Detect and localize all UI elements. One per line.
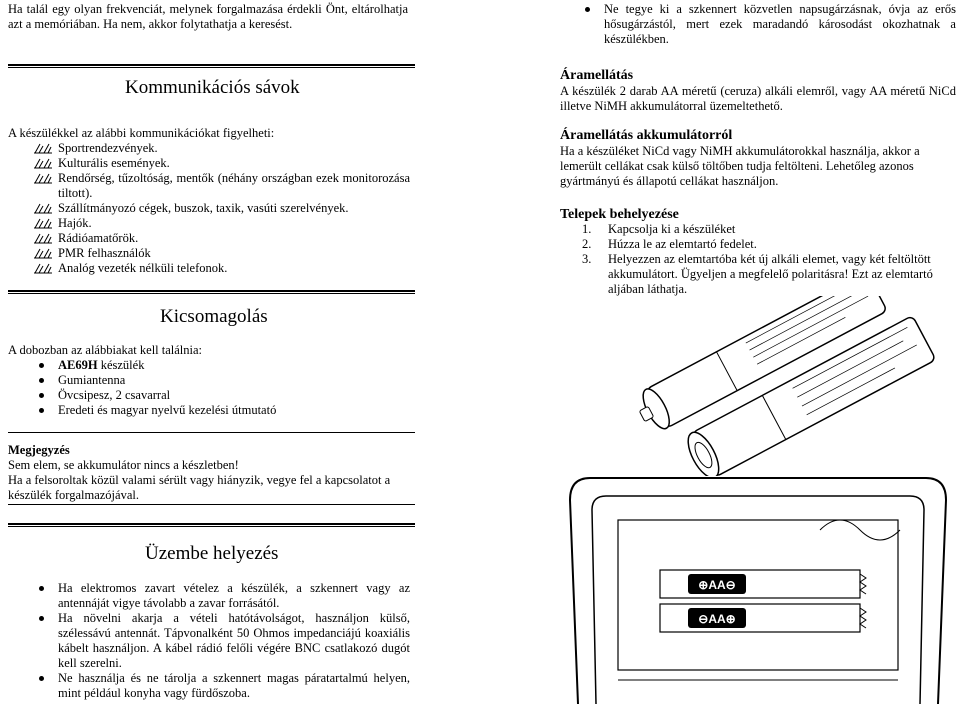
battery-compartment-illustration <box>560 470 956 704</box>
list-item: Sportrendezvények. <box>34 141 410 156</box>
antenna-bullet-icon <box>34 158 52 169</box>
list-item: Ha elektromos zavart vételez a készülék, a szkennert vagy az antennáját vigye távolabb a zavar forrásától. <box>36 581 410 611</box>
list-item: Rendőrség, tűzoltóság, mentők (néhány országban ezek monitorozása tiltott). <box>34 171 410 201</box>
section-title-unpacking: Kicsomagolás <box>160 306 268 327</box>
note-divider <box>8 432 415 433</box>
list-item: Ne tegye ki a szkennert közvetlen napsugárzásnak, óvja az erős hősugárzástól, mert ezek maradandó károsodást okozhatnak a készülékben. <box>582 2 956 47</box>
list-item: Szállítmányozó cégek, buszok, taxik, vasúti szerelvények. <box>34 201 410 216</box>
list-item: Ne használja és ne tárolja a szkennert magas páratartalmú helyen, mint például konyha vagy fürdőszoba. <box>36 671 410 701</box>
power-title: Áramellátás <box>560 68 634 83</box>
note-line: Sem elem, se akkumulátor nincs a készletben! <box>8 458 239 472</box>
list-item: Eredeti és magyar nyelvű kezelési útmutató <box>36 403 396 418</box>
bullet-icon <box>585 7 590 12</box>
bullet-icon <box>39 616 44 621</box>
step-item: 3. Helyezzen az elemtartóba két új alkáli elemet, vagy két feltöltött akkumulátort. Ügyeljen a megfelelő polaritásra! Ezt az elemtartó aljában láthatja. <box>582 252 933 296</box>
list-item: Gumiantenna <box>36 373 396 388</box>
section-title-operation: Üzembe helyezés <box>145 543 279 564</box>
batteries-illustration <box>620 296 940 476</box>
unpacking-intro: A dobozban az alábbiakat kell találnia: <box>8 343 203 357</box>
list-item: Analóg vezeték nélküli telefonok. <box>34 261 410 276</box>
antenna-bullet-icon <box>34 218 52 229</box>
step-item: 1. Kapcsolja ki a készüléket <box>582 222 736 236</box>
package-contents-list <box>36 358 396 418</box>
list-item: Kulturális események. <box>34 156 410 171</box>
compartment-label: ⊖AA⊕ <box>698 612 736 626</box>
antenna-bullet-icon <box>34 173 52 184</box>
bullet-icon <box>39 586 44 591</box>
section-title-communication: Kommunikációs sávok <box>125 77 300 98</box>
antenna-bullet-icon <box>34 143 52 154</box>
battery-steps <box>582 222 952 297</box>
intro-paragraph: Ha talál egy olyan frekvenciát, melynek forgalmazása érdekli Önt, eltárolhatja azt a memóriában. Ha nem, akkor folytathatja a keresést. <box>8 2 408 31</box>
bullet-icon <box>39 676 44 681</box>
step-item: 2. Húzza le az elemtartó fedelet. <box>582 237 757 251</box>
accumulator-title: Áramellátás akkumulátorról <box>560 128 733 143</box>
bullet-icon <box>39 378 44 383</box>
note-divider <box>8 504 415 505</box>
section-divider <box>8 290 415 294</box>
list-item: PMR felhasználók <box>34 246 410 261</box>
section-divider <box>8 523 415 527</box>
operation-list <box>36 581 410 701</box>
antenna-bullet-icon <box>34 203 52 214</box>
battery-insert-title: Telepek behelyezése <box>560 207 679 222</box>
warning-list <box>582 2 956 47</box>
antenna-bullet-icon <box>34 233 52 244</box>
compartment-label: ⊕AA⊖ <box>698 578 736 592</box>
list-item: Övcsipesz, 2 csavarral <box>36 388 396 403</box>
antenna-bullet-icon <box>34 248 52 259</box>
list-item: Rádióamatőrök. <box>34 231 410 246</box>
bullet-icon <box>39 408 44 413</box>
communication-intro: A készülékkel az alábbi kommunikációkat figyelheti: <box>8 126 275 140</box>
note-line: Ha a felsoroltak közül valami sérült vagy hiányzik, vegye fel a kapcsolatot a készülék forgalmazójával. <box>8 473 391 502</box>
list-item: Hajók. <box>34 216 410 231</box>
list-item: AE69H készülék <box>36 358 396 373</box>
bullet-icon <box>39 393 44 398</box>
note-title: Megjegyzés <box>8 443 70 457</box>
communication-list <box>34 141 410 276</box>
power-text: A készülék 2 darab AA méretű (ceruza) alkáli elemről, vagy AA méretű NiCd illetve NiMH akkumulátorral üzemeltethető. <box>560 84 956 113</box>
accumulator-text: Ha a készüléket NiCd vagy NiMH akkumulátorokkal használja, akkor a lemerült cellákat csak külső töltőben tudja feltölteni. Lehetőleg azonos gyártmányú és állapotú cellákat használjon. <box>560 144 920 188</box>
list-item: Ha növelni akarja a vételi hatótávolságot, használjon külső, szélessávú antennát. Tápvonalként 50 Ohmos impedanciájú koaxiális kábelt használjon. A kábel rádió felőli végére BNC csatlakozó dugót kell szerelni. <box>36 611 410 671</box>
bullet-icon <box>39 363 44 368</box>
antenna-bullet-icon <box>34 263 52 274</box>
section-divider <box>8 64 415 68</box>
